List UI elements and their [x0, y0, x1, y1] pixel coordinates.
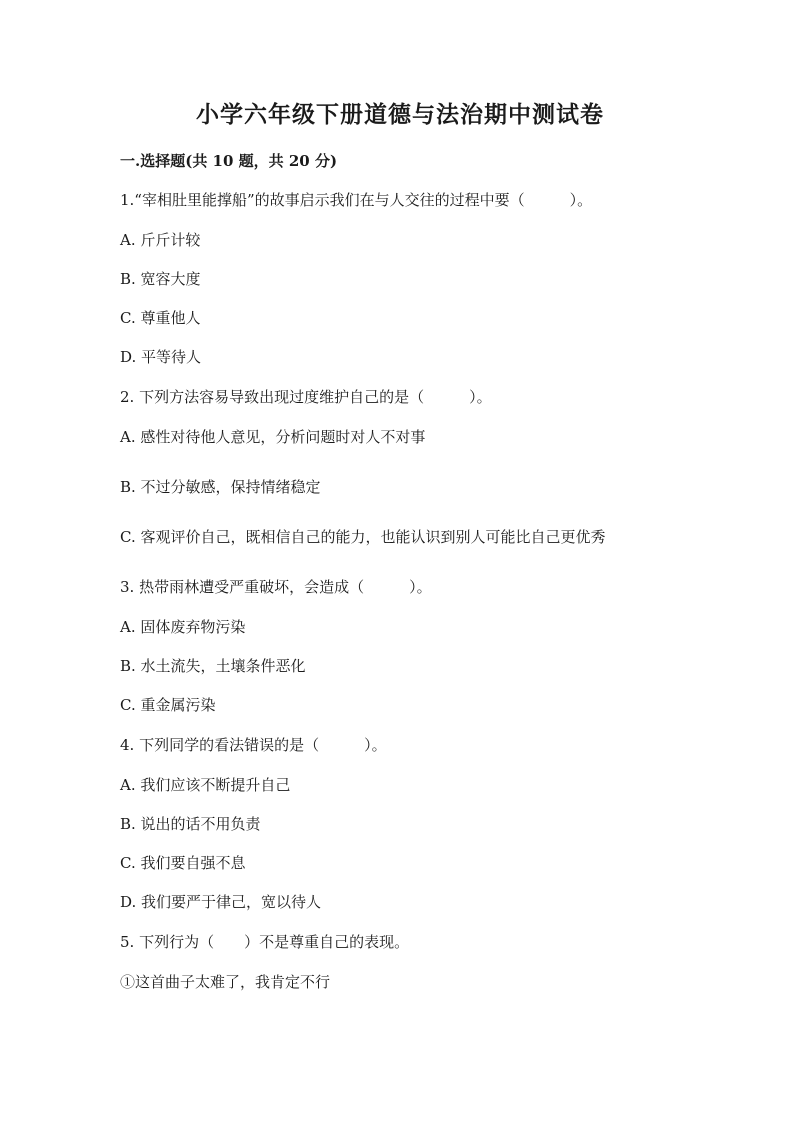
option-a: A. 感性对待他人意见，分析问题时对人不对事: [120, 428, 426, 446]
page-title: 小学六年级下册道德与法治期中测试卷: [196, 101, 604, 128]
section-heading: 一.选择题(共 10 题，共 20 分): [120, 152, 338, 170]
question-stem: 1.“宰相肚里能撑船”的故事启示我们在与人交往的过程中要（ ）。: [120, 191, 593, 209]
option-a: A. 斤斤计较: [120, 231, 201, 249]
option-c: C. 我们要自强不息: [120, 854, 246, 872]
option-b: B. 不过分敏感，保持情绪稳定: [120, 478, 321, 496]
question-stem: 2. 下列方法容易导致出现过度维护自己的是（ ）。: [120, 388, 492, 406]
option-b: B. 宽容大度: [120, 270, 201, 288]
question-stem: 5. 下列行为（ ）不是尊重自己的表现。: [120, 933, 410, 951]
option-b: B. 水土流失，土壤条件恶化: [120, 657, 306, 675]
option-c: C. 重金属污染: [120, 696, 216, 714]
option-d: D. 平等待人: [120, 348, 202, 366]
option-b: B. 说出的话不用负责: [120, 815, 261, 833]
option-c: C. 客观评价自己，既相信自己的能力，也能认识到别人可能比自己更优秀: [120, 528, 606, 546]
option-d: D. 我们要严于律己，宽以待人: [120, 893, 322, 911]
option-a: A. 我们应该不断提升自己: [120, 776, 291, 794]
question-stem: 3. 热带雨林遭受严重破坏，会造成（ ）。: [120, 578, 432, 596]
option-a: A. 固体废弃物污染: [120, 618, 246, 636]
option-c: C. 尊重他人: [120, 309, 201, 327]
option-1: ①这首曲子太难了，我肯定不行: [120, 973, 331, 991]
question-stem: 4. 下列同学的看法错误的是（ ）。: [120, 736, 387, 754]
